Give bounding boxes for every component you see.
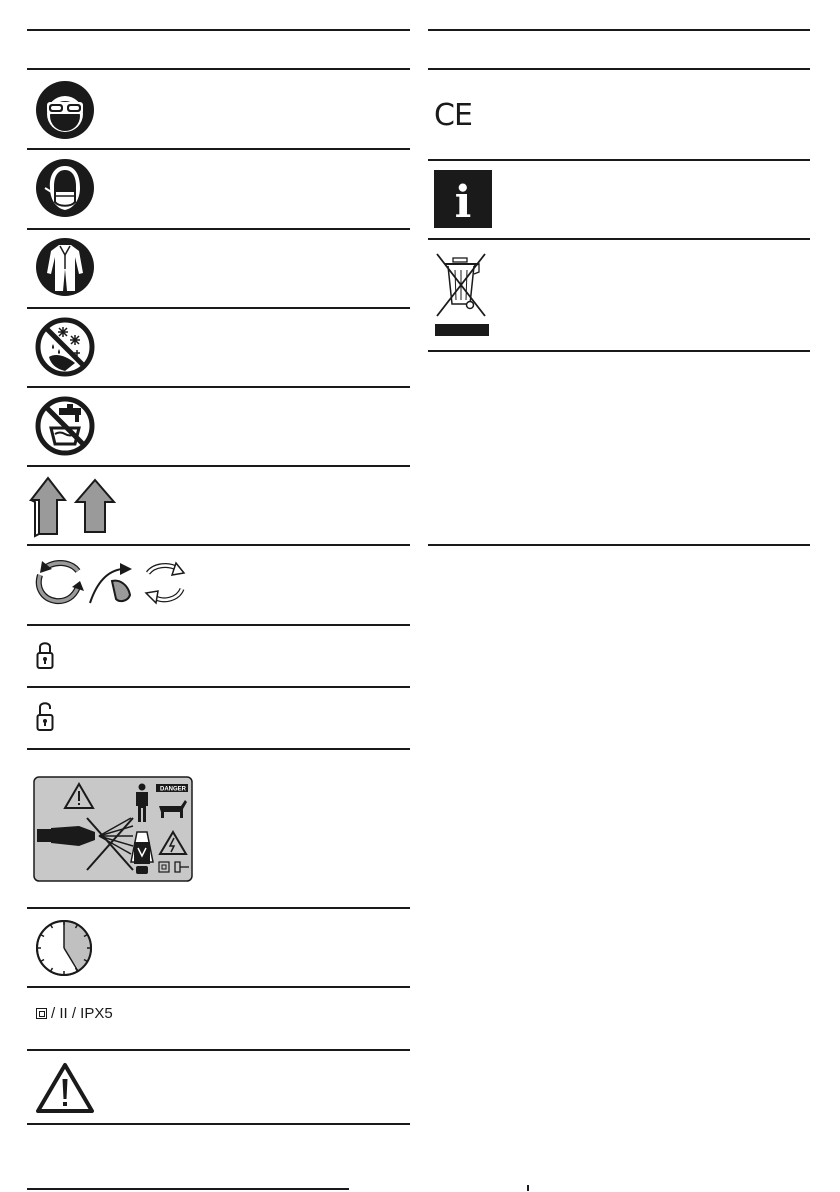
divider	[27, 386, 410, 388]
lock-closed-icon	[36, 640, 54, 670]
rotation-arrows-icon	[32, 557, 192, 609]
footer-line	[27, 1188, 349, 1190]
danger-badge	[160, 787, 187, 793]
clock-dial-icon	[34, 918, 94, 978]
divider	[428, 68, 810, 70]
divider	[27, 1049, 410, 1051]
divider	[428, 159, 810, 161]
dust-mask-mandatory-icon	[35, 158, 95, 218]
divider	[27, 624, 410, 626]
lock-open-icon	[36, 700, 54, 732]
info-icon	[434, 170, 492, 228]
footer-mark	[527, 1185, 529, 1191]
divider	[428, 350, 810, 352]
double-insulation-icon	[36, 1008, 47, 1019]
up-arrows-icon	[28, 474, 120, 538]
divider	[27, 307, 410, 309]
divider	[27, 544, 410, 546]
protective-suit-mandatory-icon	[35, 237, 95, 297]
divider	[27, 986, 410, 988]
ipx-rating: / II / IPX5	[51, 1005, 113, 1022]
goggles-mandatory-icon	[35, 80, 95, 140]
svg-text:i: i	[454, 177, 472, 228]
divider	[27, 686, 410, 688]
no-tap-water-icon	[35, 396, 95, 456]
divider	[27, 748, 410, 750]
crossed-bin-icon	[433, 250, 491, 338]
ce-mark-icon: CE	[434, 98, 472, 133]
divider	[27, 68, 410, 70]
no-freezing-icon	[35, 317, 95, 377]
divider	[428, 29, 810, 31]
divider	[27, 465, 410, 467]
svg-text:DANGER: DANGER	[159, 786, 187, 793]
divider	[27, 907, 410, 909]
divider	[428, 238, 810, 240]
danger-warning-label-icon	[33, 776, 193, 882]
divider	[27, 228, 410, 230]
protection-class-text	[36, 1005, 113, 1022]
divider	[27, 148, 410, 150]
divider	[428, 544, 810, 546]
warning-triangle-icon	[34, 1061, 96, 1115]
divider	[27, 1123, 410, 1125]
divider	[27, 29, 410, 31]
